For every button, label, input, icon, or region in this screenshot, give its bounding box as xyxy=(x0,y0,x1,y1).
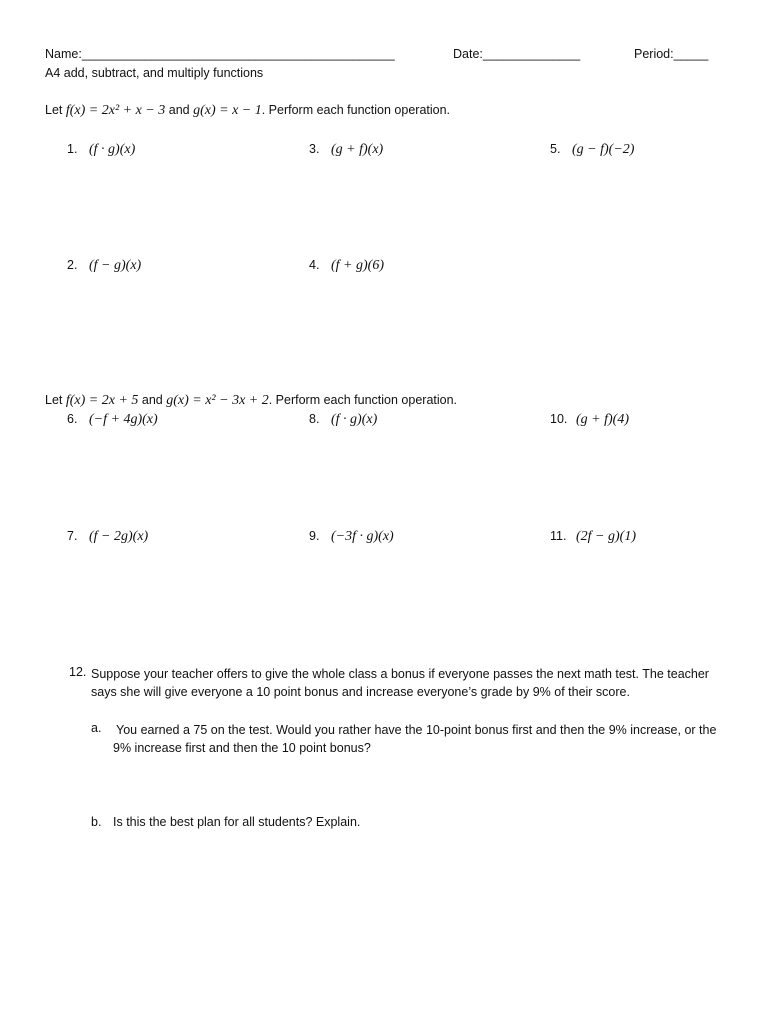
problem-11 xyxy=(550,529,636,545)
problem-number: 10. xyxy=(550,412,568,426)
problem-4 xyxy=(309,258,384,274)
period-blank[interactable]: _____ xyxy=(673,47,709,61)
section2-instructions: Let f(x) = 2x + 5 and g(x) = x² − 3x + 2. Perform each function operation. xyxy=(45,393,458,408)
problem-expression: (g − f)(−2) xyxy=(572,142,635,157)
problem-number: 9. xyxy=(309,529,320,543)
period-field[interactable] xyxy=(634,47,708,61)
worksheet-subtitle: A4 add, subtract, and multiply functions xyxy=(45,66,264,80)
problem-expression: (g + f)(x) xyxy=(331,142,384,157)
problem-number: 8. xyxy=(309,412,320,426)
section1-g-definition: g(x) = x − 1 xyxy=(193,103,262,118)
date-field[interactable] xyxy=(453,47,580,61)
problem-expression: (f − 2g)(x) xyxy=(89,529,149,544)
problem-expression: (2f − g)(1) xyxy=(576,529,636,544)
problem-expression: (f · g)(x) xyxy=(89,142,136,157)
problem-expression: (−3f · g)(x) xyxy=(331,529,394,544)
problem-number: 11. xyxy=(550,529,567,543)
section1-instructions: Let f(x) = 2x² + x − 3 and g(x) = x − 1. Perform each function operation. xyxy=(45,103,451,118)
problem-number: 4. xyxy=(309,258,320,272)
date-label: Date: xyxy=(453,47,483,61)
name-field[interactable] xyxy=(45,47,395,61)
problem-number: 5. xyxy=(550,142,561,156)
section2-g-definition: g(x) = x² − 3x + 2 xyxy=(166,393,269,408)
period-label: Period: xyxy=(634,47,674,61)
problem-12-number: 12. xyxy=(69,665,87,679)
section1-f-definition: f(x) = 2x² + x − 3 xyxy=(65,103,166,118)
part-b-label: b. xyxy=(91,815,102,829)
problem-7 xyxy=(67,529,148,545)
part-b-text: Is this the best plan for all students? Explain. xyxy=(113,815,361,829)
problem-number: 3. xyxy=(309,142,320,156)
date-blank[interactable]: ______________ xyxy=(482,47,581,61)
problem-10 xyxy=(550,412,629,428)
name-label: Name: xyxy=(45,47,82,61)
part-a-label: a. xyxy=(91,721,102,735)
problem-1 xyxy=(67,142,135,158)
problem-number: 2. xyxy=(67,258,78,272)
problem-6 xyxy=(67,412,158,428)
name-blank[interactable]: _____________________________________________ xyxy=(81,47,395,61)
problem-12-text: Suppose your teacher offers to give the whole class a bonus if everyone passes the next math test. The teacher says she will give everyone a 10 point bonus and increase everyone’s grade by 9% of their score. xyxy=(91,667,709,699)
problem-expression: (f − g)(x) xyxy=(89,258,142,273)
problem-8 xyxy=(309,412,377,428)
problem-3 xyxy=(309,142,383,158)
problem-expression: (−f + 4g)(x) xyxy=(89,412,158,427)
problem-number: 1. xyxy=(67,142,78,156)
problem-expression: (f + g)(6) xyxy=(331,258,384,273)
problem-9 xyxy=(309,529,394,545)
problem-5 xyxy=(550,142,634,158)
problem-2 xyxy=(67,258,141,274)
section2-f-definition: f(x) = 2x + 5 xyxy=(65,393,139,408)
problem-expression: (g + f)(4) xyxy=(576,412,629,427)
problem-number: 6. xyxy=(67,412,78,426)
part-a-text: You earned a 75 on the test. Would you rather have the 10-point bonus first and then the 9% increase, or the 9% increase first and then the 10 point bonus? xyxy=(113,723,717,755)
problem-number: 7. xyxy=(67,529,78,543)
problem-expression: (f · g)(x) xyxy=(331,412,378,427)
